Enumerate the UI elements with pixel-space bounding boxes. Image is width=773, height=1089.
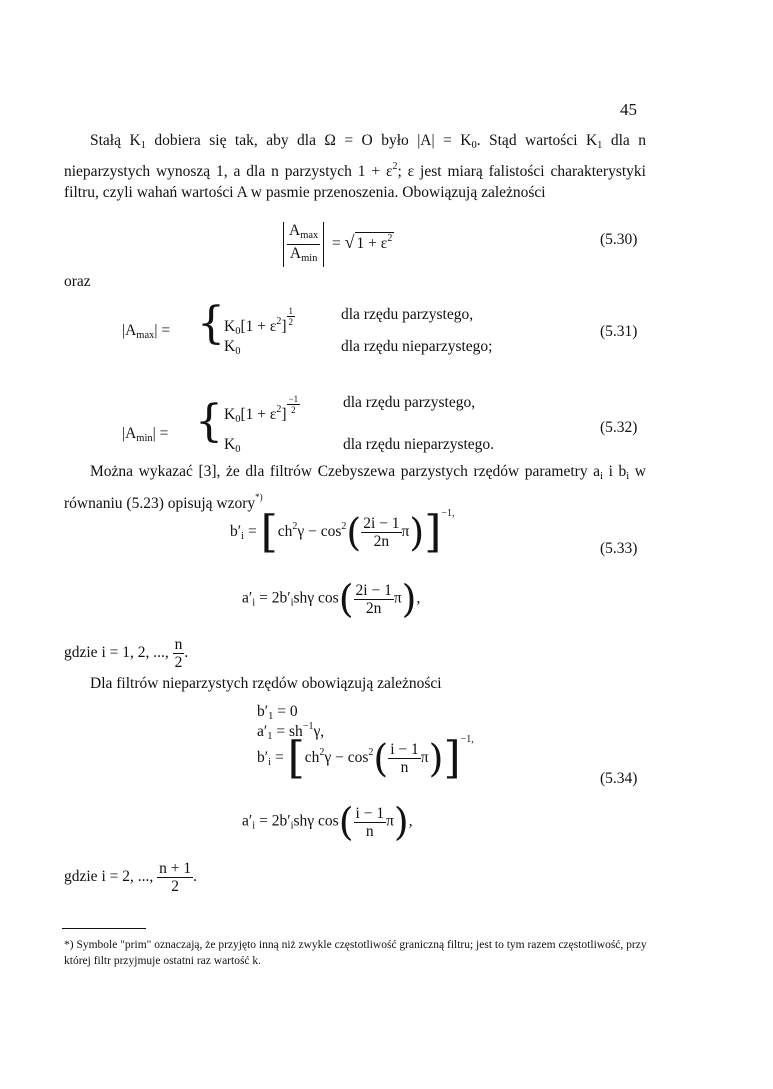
paragraph-czebyszew: Można wykazać [3], że dla filtrów Czebyszewa parzystych rzędów parametry $a_i$ i $b_i$ w równaniu (5.23) opisują wzory*) <box>64 463 646 512</box>
equation-5-31-cond2: dla rzędu nieparzystego; <box>341 338 493 355</box>
equation-5-32-cond2: dla rzędu nieparzystego. <box>343 436 495 453</box>
equation-5-30: $\frac{A_{max}}{A_{min}}$ = √ $1 + \varepsilon^2$ <box>283 222 394 267</box>
word-oraz: oraz <box>64 273 91 290</box>
range-i-even: gdzie i = 1, 2, ..., $\frac{n}{2}$ . <box>64 636 189 671</box>
equation-5-34-a: $a'_i = 2b'_ish\gamma$ cos( $\frac{i - 1}{n}$ π), <box>242 800 413 844</box>
equation-5-32-case2: $K_0$ <box>224 436 241 455</box>
equation-5-31-cond1: dla rzędu parzystego, <box>341 306 474 323</box>
equation-number-5-34: (5.34) <box>600 770 638 787</box>
brace-5-31: { <box>197 298 225 349</box>
equation-5-34-a1: $a'_1 = sh^{-1}\gamma$, <box>257 721 325 742</box>
brace-5-32: { <box>195 396 223 447</box>
equation-5-32-cond1: dla rzędu parzystego, <box>343 394 476 411</box>
equation-number-5-30: (5.30) <box>600 231 638 248</box>
equation-number-5-33: (5.33) <box>600 540 638 557</box>
range-i-odd: gdzie i = 2, ..., $\frac{n + 1}{2}$ . <box>64 860 197 895</box>
equation-5-32-case1: $K_0[1 + \varepsilon^2]$ $\frac{-1}{2}$ <box>224 394 299 425</box>
paragraph-intro: Stałą $K_1$ dobiera się tak, aby dla Ω = O było $|A| = K_0$. Stąd wartości $K_1$ dla n nieparzystych wynoszą 1, a dla n parzystych $1 + \varepsilon^2$; ε jest miarą falistości charakterystyki filtru, czyli wahań wartości A w pasmie przenoszenia. Obowiązują zależności <box>64 132 647 201</box>
equation-5-34-b1: $b'_1 = 0$ <box>257 703 298 722</box>
page-number: 45 <box>620 100 637 119</box>
equation-5-33-a: $a'_i = 2b'_ish\gamma$ cos( $\frac{2i - 1}{2n}$ π), <box>242 577 421 621</box>
equation-5-31-case2: $K_0$ <box>224 338 241 357</box>
equation-5-31-lhs: $|A_{max}|$ = <box>122 322 171 341</box>
paragraph-odd: Dla filtrów nieparzystych rzędów obowiązują zależności <box>90 675 442 692</box>
equation-number-5-31: (5.31) <box>600 323 638 340</box>
equation-5-32-lhs: $|A_{min}|$ = <box>122 425 169 444</box>
equation-5-31-case1: $K_0[1 + \varepsilon^2]$ $\frac{1}{2}$ <box>224 306 294 337</box>
equation-number-5-32: (5.32) <box>600 419 638 436</box>
equation-5-33-b: $b'_i = [ch^2\gamma - \cos^2$( $\frac{2i - 1}{2n}$ π)]$^{-1,}$ <box>230 506 455 558</box>
footnote-rule <box>62 928 146 929</box>
footnote: *) Symbole "prim" oznaczają, że przyjęto inną niż zwykle częstotliwość graniczną filtru; jest to tym razem częstotliwość, przy której filtr przyjmuje ostatni raz wartość k. <box>64 939 647 967</box>
equation-5-34-b: $b'_i = [ch^2\gamma - \cos^2$( $\frac{i - 1}{n}$ π)]$^{-1,}$ <box>257 732 474 784</box>
